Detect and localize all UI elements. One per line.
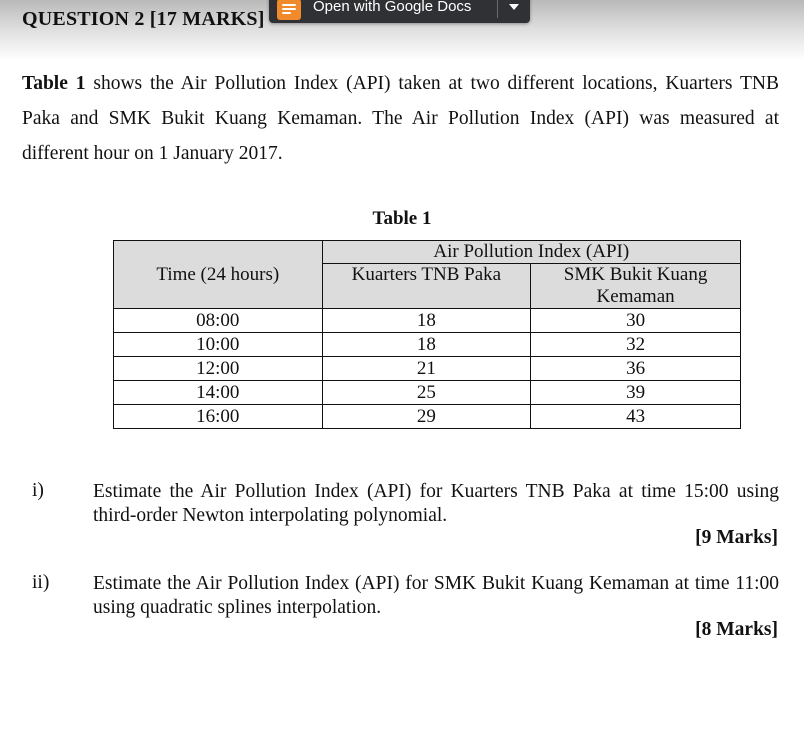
api-table: [113, 240, 741, 429]
table-row: [114, 405, 741, 429]
time-cell: 16:00: [114, 405, 323, 429]
table-row: [114, 381, 741, 405]
part-marks: [9 Marks]: [695, 527, 778, 548]
dropdown-caret-icon[interactable]: [509, 4, 519, 10]
part-text: Estimate the Air Pollution Index (API) for SMK Bukit Kuang Kemaman at time 11:00 using quadratic splines interpolation.: [93, 573, 779, 618]
intro-paragraph: [22, 66, 779, 171]
time-cell: 10:00: [114, 333, 323, 357]
smk-cell: 36: [531, 357, 741, 381]
part-marks: [8 Marks]: [695, 619, 778, 640]
paka-header: Kuarters TNB Paka: [322, 264, 531, 309]
time-cell: 12:00: [114, 357, 323, 381]
paka-cell: 18: [322, 309, 531, 333]
intro-table-ref: Table 1: [22, 73, 86, 94]
table-row: [114, 309, 741, 333]
part-number: i): [32, 480, 44, 501]
part-number: ii): [32, 572, 50, 593]
open-with-google-docs-button[interactable]: [269, 0, 530, 23]
time-cell: 14:00: [114, 381, 323, 405]
smk-cell: 30: [531, 309, 741, 333]
google-docs-icon: [277, 0, 301, 20]
question-title: QUESTION 2 [17 MARKS]: [22, 8, 265, 30]
api-group-header: Air Pollution Index (API): [322, 241, 740, 264]
smk-cell: 39: [531, 381, 741, 405]
table-caption: Table 1: [372, 208, 432, 229]
intro-text: shows the Air Pollution Index (API) taken at two different locations, Kuarters TNB Paka and SMK Bukit Kuang Kemaman. The Air Pollution Index (API) was measured at different hour on 1 January 2017.: [22, 73, 779, 164]
google-docs-label: Open with Google Docs: [313, 0, 472, 15]
smk-cell: 43: [531, 405, 741, 429]
paka-cell: 29: [322, 405, 531, 429]
smk-cell: 32: [531, 333, 741, 357]
table-row: [114, 357, 741, 381]
paka-cell: 21: [322, 357, 531, 381]
time-cell: 08:00: [114, 309, 323, 333]
paka-cell: 18: [322, 333, 531, 357]
smk-header: SMK Bukit Kuang Kemaman: [531, 264, 741, 309]
part-text: Estimate the Air Pollution Index (API) for Kuarters TNB Paka at time 15:00 using third-order Newton interpolating polynomial.: [93, 481, 779, 526]
table-row: [114, 333, 741, 357]
button-separator: [497, 0, 498, 18]
paka-cell: 25: [322, 381, 531, 405]
time-header: Time (24 hours): [114, 241, 323, 309]
